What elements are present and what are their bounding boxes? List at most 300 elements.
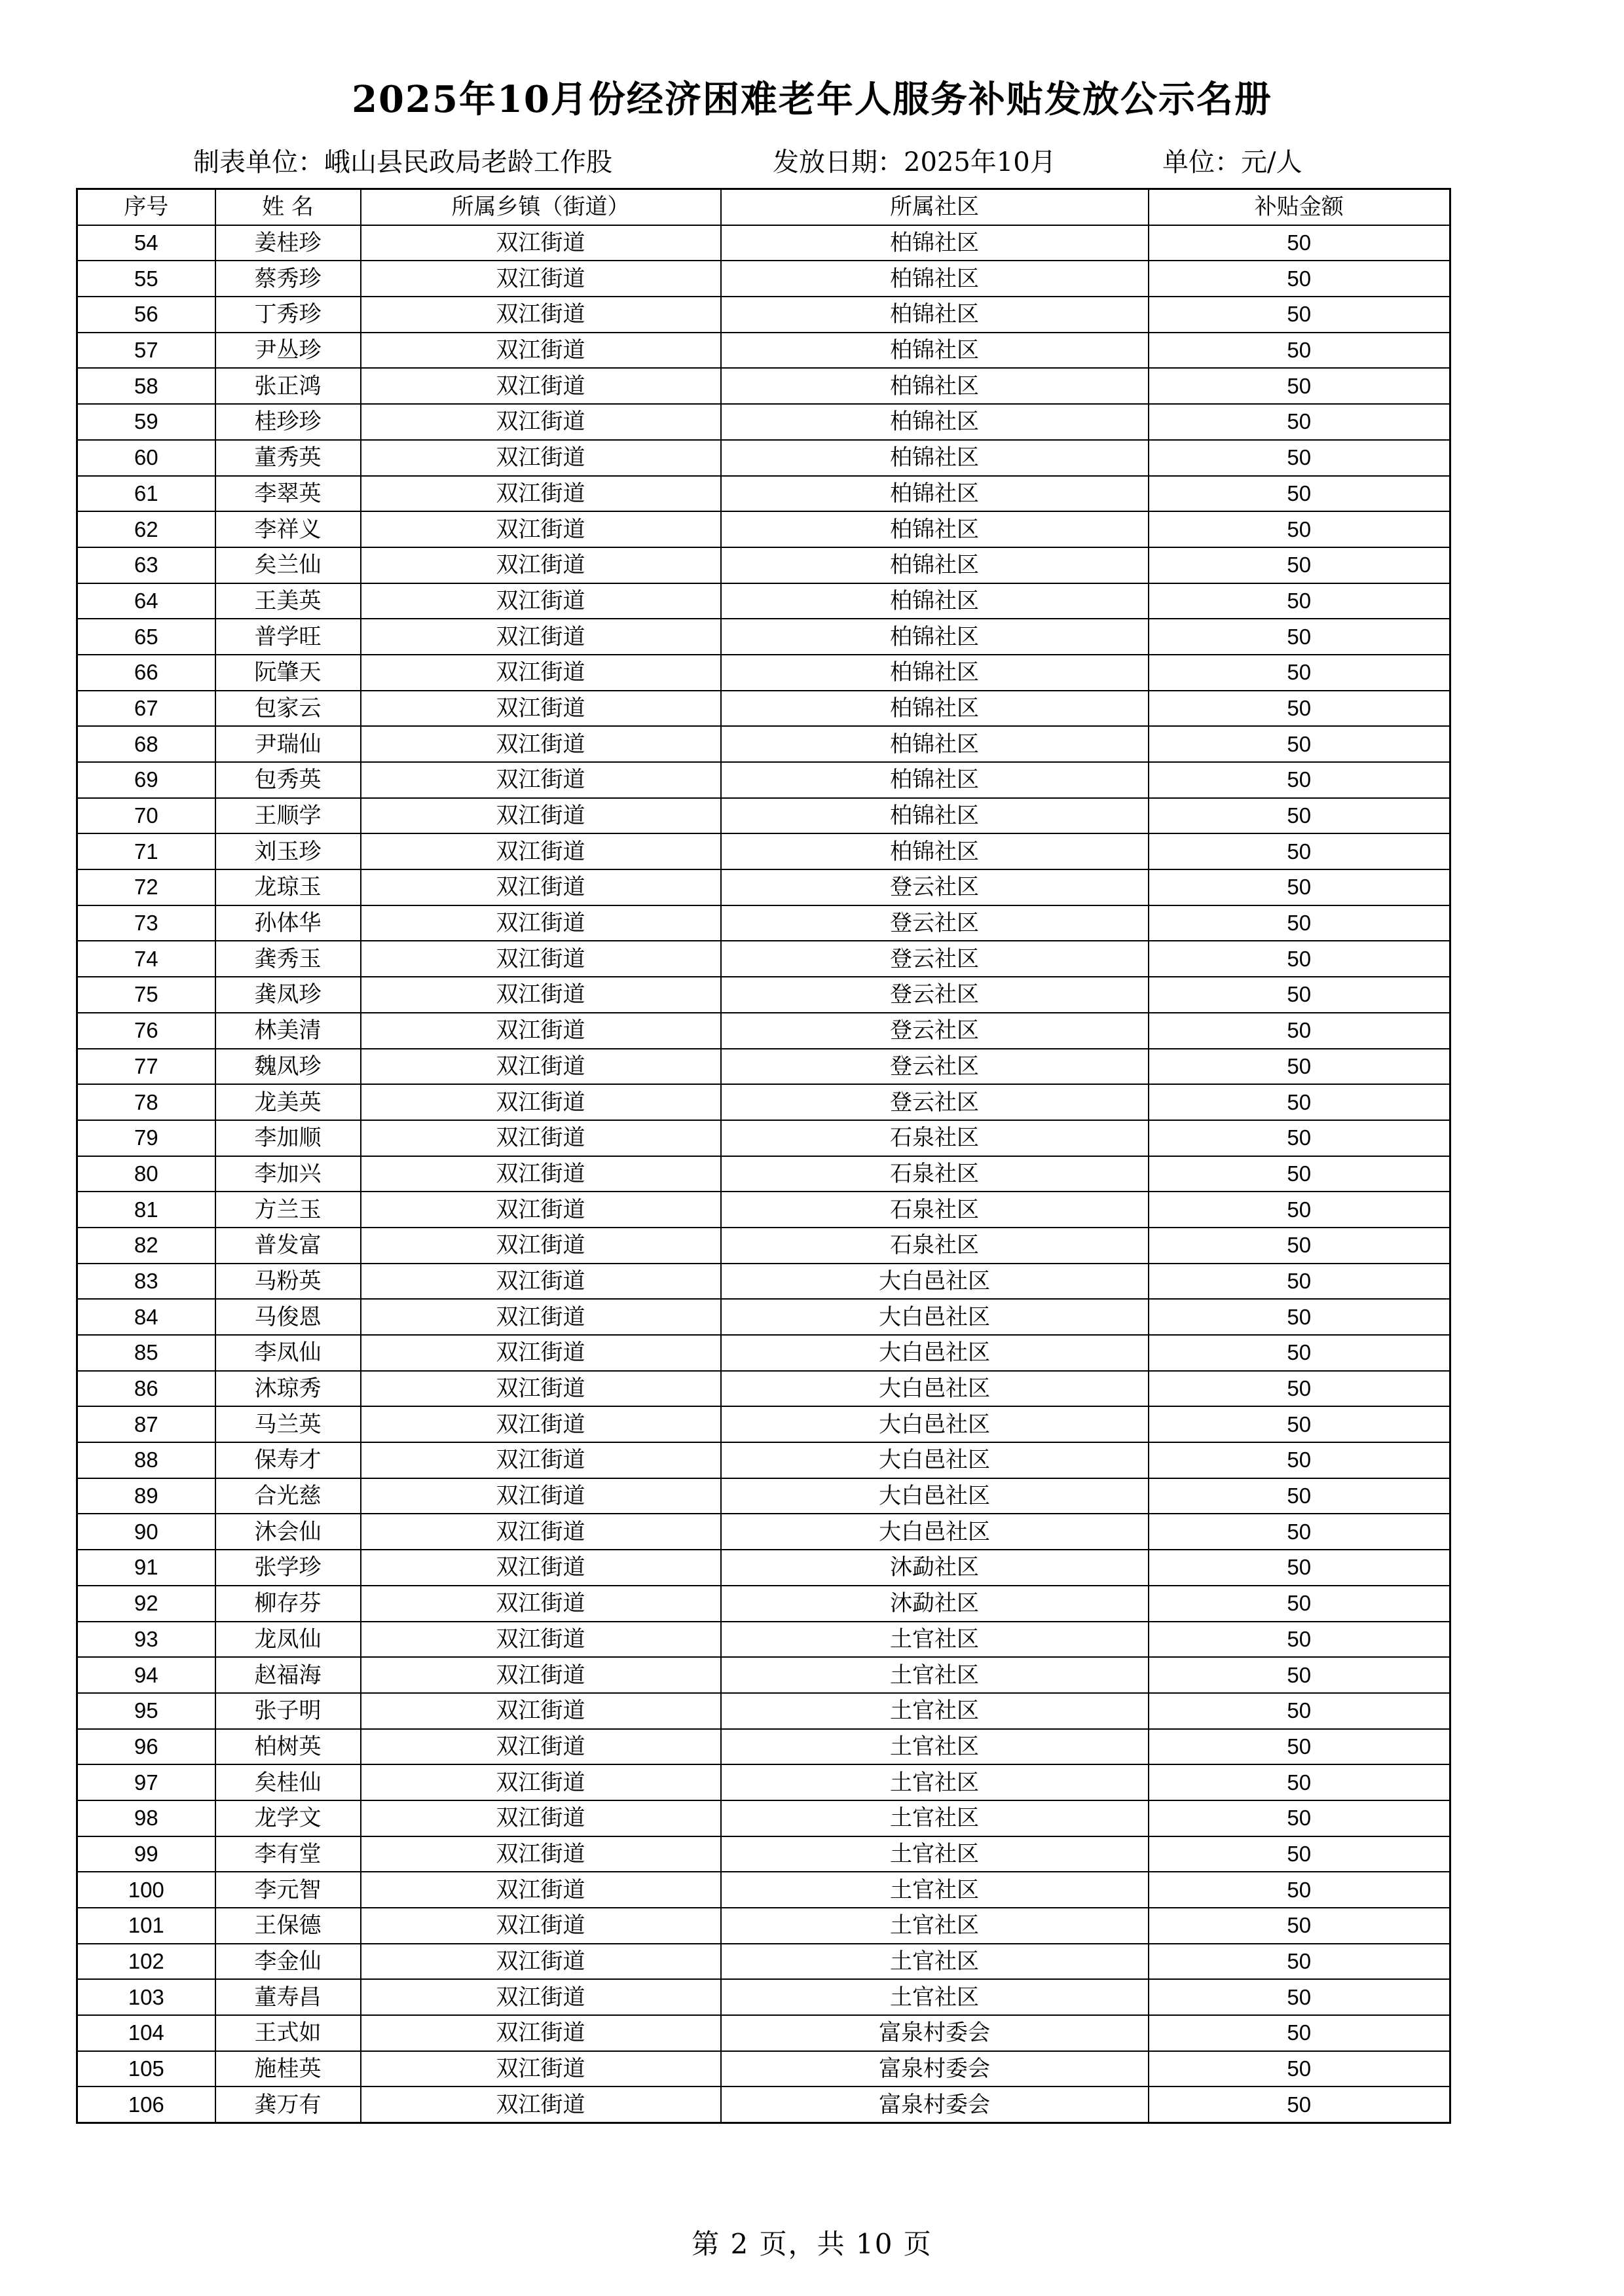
name-cell: 李凤仙 <box>215 1335 361 1371</box>
serial-cell: 83 <box>77 1264 215 1300</box>
community-cell: 柏锦社区 <box>721 368 1149 404</box>
amount-cell: 50 <box>1149 261 1450 297</box>
amount-cell: 50 <box>1149 1944 1450 1980</box>
township-cell: 双江街道 <box>361 1335 721 1371</box>
community-cell: 柏锦社区 <box>721 798 1149 834</box>
community-cell: 登云社区 <box>721 977 1149 1013</box>
serial-cell: 59 <box>77 404 215 440</box>
name-cell: 施桂英 <box>215 2051 361 2087</box>
amount-cell: 50 <box>1149 1800 1450 1836</box>
township-cell: 双江街道 <box>361 1299 721 1335</box>
serial-cell: 103 <box>77 1979 215 2015</box>
amount-cell: 50 <box>1149 2086 1450 2123</box>
community-cell: 大白邑社区 <box>721 1442 1149 1478</box>
table-body <box>77 225 1450 2123</box>
serial-cell: 87 <box>77 1406 215 1442</box>
serial-cell: 60 <box>77 440 215 476</box>
table-row <box>77 511 1450 547</box>
table-row <box>77 762 1450 798</box>
amount-cell: 50 <box>1149 905 1450 941</box>
name-cell: 孙体华 <box>215 905 361 941</box>
name-cell: 李有堂 <box>215 1836 361 1872</box>
community-cell: 土官社区 <box>721 1657 1149 1693</box>
name-cell: 包家云 <box>215 691 361 727</box>
township-cell: 双江街道 <box>361 1764 721 1800</box>
amount-cell: 50 <box>1149 225 1450 261</box>
table-row <box>77 833 1450 869</box>
serial-cell: 102 <box>77 1944 215 1980</box>
name-cell: 沐琼秀 <box>215 1371 361 1407</box>
serial-cell: 105 <box>77 2051 215 2087</box>
name-cell: 方兰玉 <box>215 1192 361 1228</box>
name-cell: 沐会仙 <box>215 1514 361 1550</box>
community-cell: 柏锦社区 <box>721 261 1149 297</box>
serial-cell: 98 <box>77 1800 215 1836</box>
serial-cell: 80 <box>77 1156 215 1192</box>
amount-cell: 50 <box>1149 1335 1450 1371</box>
name-cell: 王保德 <box>215 1908 361 1944</box>
township-cell: 双江街道 <box>361 511 721 547</box>
community-cell: 土官社区 <box>721 1908 1149 1944</box>
amount-cell: 50 <box>1149 1979 1450 2015</box>
name-cell: 桂珍珍 <box>215 404 361 440</box>
township-cell: 双江街道 <box>361 404 721 440</box>
amount-cell: 50 <box>1149 440 1450 476</box>
amount-cell: 50 <box>1149 1478 1450 1514</box>
subsidy-roster-table <box>76 188 1451 2124</box>
header-amount: 补贴金额 <box>1149 189 1450 225</box>
amount-cell: 50 <box>1149 977 1450 1013</box>
amount-cell: 50 <box>1149 368 1450 404</box>
name-cell: 姜桂珍 <box>215 225 361 261</box>
table-row <box>77 1550 1450 1586</box>
serial-cell: 75 <box>77 977 215 1013</box>
township-cell: 双江街道 <box>361 368 721 404</box>
amount-cell: 50 <box>1149 1622 1450 1658</box>
township-cell: 双江街道 <box>361 905 721 941</box>
name-cell: 保寿才 <box>215 1442 361 1478</box>
name-cell: 王顺学 <box>215 798 361 834</box>
township-cell: 双江街道 <box>361 977 721 1013</box>
serial-cell: 86 <box>77 1371 215 1407</box>
township-cell: 双江街道 <box>361 583 721 619</box>
township-cell: 双江街道 <box>361 1657 721 1693</box>
amount-cell: 50 <box>1149 762 1450 798</box>
name-cell: 尹瑞仙 <box>215 726 361 762</box>
serial-cell: 66 <box>77 655 215 691</box>
township-cell: 双江街道 <box>361 2051 721 2087</box>
amount-cell: 50 <box>1149 1586 1450 1622</box>
table-row <box>77 798 1450 834</box>
township-cell: 双江街道 <box>361 1800 721 1836</box>
name-cell: 矣桂仙 <box>215 1764 361 1800</box>
table-row <box>77 440 1450 476</box>
community-cell: 登云社区 <box>721 1049 1149 1085</box>
amount-cell: 50 <box>1149 691 1450 727</box>
name-cell: 龙凤仙 <box>215 1622 361 1658</box>
community-cell: 柏锦社区 <box>721 476 1149 512</box>
serial-cell: 78 <box>77 1084 215 1120</box>
name-cell: 龙琼玉 <box>215 869 361 905</box>
township-cell: 双江街道 <box>361 762 721 798</box>
serial-cell: 92 <box>77 1586 215 1622</box>
serial-cell: 79 <box>77 1120 215 1156</box>
township-cell: 双江街道 <box>361 691 721 727</box>
serial-cell: 74 <box>77 941 215 977</box>
township-cell: 双江街道 <box>361 1192 721 1228</box>
table-row <box>77 2051 1450 2087</box>
township-cell: 双江街道 <box>361 1156 721 1192</box>
community-cell: 沐勐社区 <box>721 1586 1149 1622</box>
table-row <box>77 941 1450 977</box>
serial-cell: 104 <box>77 2015 215 2051</box>
community-cell: 柏锦社区 <box>721 297 1149 333</box>
amount-cell: 50 <box>1149 1872 1450 1908</box>
community-cell: 富泉村委会 <box>721 2015 1149 2051</box>
serial-cell: 63 <box>77 547 215 583</box>
community-cell: 土官社区 <box>721 1979 1149 2015</box>
serial-cell: 90 <box>77 1514 215 1550</box>
table-row <box>77 1693 1450 1729</box>
serial-cell: 71 <box>77 833 215 869</box>
township-cell: 双江街道 <box>361 333 721 369</box>
amount-cell: 50 <box>1149 476 1450 512</box>
name-cell: 柳存芬 <box>215 1586 361 1622</box>
community-cell: 柏锦社区 <box>721 726 1149 762</box>
township-cell: 双江街道 <box>361 1084 721 1120</box>
serial-cell: 82 <box>77 1228 215 1264</box>
serial-cell: 72 <box>77 869 215 905</box>
name-cell: 矣兰仙 <box>215 547 361 583</box>
community-cell: 石泉社区 <box>721 1228 1149 1264</box>
serial-cell: 64 <box>77 583 215 619</box>
community-cell: 柏锦社区 <box>721 404 1149 440</box>
amount-cell: 50 <box>1149 511 1450 547</box>
township-cell: 双江街道 <box>361 1622 721 1658</box>
table-row <box>77 1120 1450 1156</box>
community-cell: 登云社区 <box>721 869 1149 905</box>
table-row <box>77 225 1450 261</box>
amount-cell: 50 <box>1149 1514 1450 1550</box>
table-row <box>77 1264 1450 1300</box>
table-row <box>77 1299 1450 1335</box>
township-cell: 双江街道 <box>361 1729 721 1765</box>
table-row <box>77 1335 1450 1371</box>
table-row <box>77 1622 1450 1658</box>
serial-cell: 77 <box>77 1049 215 1085</box>
township-cell: 双江街道 <box>361 1406 721 1442</box>
table-row <box>77 905 1450 941</box>
currency-unit: 单位：元/人 <box>1162 147 1302 177</box>
serial-cell: 94 <box>77 1657 215 1693</box>
table-row <box>77 1156 1450 1192</box>
township-cell: 双江街道 <box>361 869 721 905</box>
serial-cell: 55 <box>77 261 215 297</box>
township-cell: 双江街道 <box>361 1442 721 1478</box>
header-serial: 序号 <box>77 189 215 225</box>
township-cell: 双江街道 <box>361 833 721 869</box>
table-row <box>77 476 1450 512</box>
amount-cell: 50 <box>1149 1693 1450 1729</box>
amount-cell: 50 <box>1149 1013 1450 1049</box>
amount-cell: 50 <box>1149 1264 1450 1300</box>
serial-cell: 56 <box>77 297 215 333</box>
township-cell: 双江街道 <box>361 726 721 762</box>
community-cell: 柏锦社区 <box>721 333 1149 369</box>
name-cell: 尹丛珍 <box>215 333 361 369</box>
amount-cell: 50 <box>1149 1836 1450 1872</box>
amount-cell: 50 <box>1149 655 1450 691</box>
community-cell: 土官社区 <box>721 1693 1149 1729</box>
name-cell: 李元智 <box>215 1872 361 1908</box>
township-cell: 双江街道 <box>361 1478 721 1514</box>
serial-cell: 84 <box>77 1299 215 1335</box>
name-cell: 魏凤珍 <box>215 1049 361 1085</box>
table-row <box>77 1657 1450 1693</box>
name-cell: 张学珍 <box>215 1550 361 1586</box>
table-row <box>77 1836 1450 1872</box>
serial-cell: 57 <box>77 333 215 369</box>
township-cell: 双江街道 <box>361 225 721 261</box>
amount-cell: 50 <box>1149 2015 1450 2051</box>
amount-cell: 50 <box>1149 1371 1450 1407</box>
amount-cell: 50 <box>1149 1406 1450 1442</box>
name-cell: 柏树英 <box>215 1729 361 1765</box>
table-row <box>77 1478 1450 1514</box>
amount-cell: 50 <box>1149 547 1450 583</box>
serial-cell: 99 <box>77 1836 215 1872</box>
name-cell: 蔡秀珍 <box>215 261 361 297</box>
name-cell: 马兰英 <box>215 1406 361 1442</box>
header-community: 所属社区 <box>721 189 1149 225</box>
table-row <box>77 1013 1450 1049</box>
amount-cell: 50 <box>1149 1908 1450 1944</box>
community-cell: 土官社区 <box>721 1872 1149 1908</box>
amount-cell: 50 <box>1149 1729 1450 1765</box>
maker-unit: 制表单位：峨山县民政局老龄工作股 <box>193 147 612 177</box>
amount-cell: 50 <box>1149 1156 1450 1192</box>
name-cell: 龚万有 <box>215 2086 361 2123</box>
amount-cell: 50 <box>1149 833 1450 869</box>
township-cell: 双江街道 <box>361 1371 721 1407</box>
table-row <box>77 583 1450 619</box>
table-header-row <box>77 189 1450 225</box>
table-row <box>77 2086 1450 2123</box>
table-row <box>77 404 1450 440</box>
community-cell: 大白邑社区 <box>721 1478 1149 1514</box>
serial-cell: 85 <box>77 1335 215 1371</box>
serial-cell: 95 <box>77 1693 215 1729</box>
amount-cell: 50 <box>1149 297 1450 333</box>
community-cell: 柏锦社区 <box>721 833 1149 869</box>
name-cell: 李加顺 <box>215 1120 361 1156</box>
name-cell: 王美英 <box>215 583 361 619</box>
township-cell: 双江街道 <box>361 1228 721 1264</box>
community-cell: 土官社区 <box>721 1944 1149 1980</box>
table-row <box>77 691 1450 727</box>
table-row <box>77 2015 1450 2051</box>
page-footer: 第 2 页，共 10 页 <box>692 2228 932 2260</box>
community-cell: 石泉社区 <box>721 1156 1149 1192</box>
name-cell: 林美清 <box>215 1013 361 1049</box>
community-cell: 大白邑社区 <box>721 1335 1149 1371</box>
name-cell: 李金仙 <box>215 1944 361 1980</box>
name-cell: 马俊恩 <box>215 1299 361 1335</box>
name-cell: 张子明 <box>215 1693 361 1729</box>
serial-cell: 68 <box>77 726 215 762</box>
document-title: 2025年10月份经济困难老年人服务补贴发放公示名册 <box>352 78 1272 121</box>
name-cell: 李加兴 <box>215 1156 361 1192</box>
township-cell: 双江街道 <box>361 798 721 834</box>
serial-cell: 69 <box>77 762 215 798</box>
township-cell: 双江街道 <box>361 1514 721 1550</box>
table-row <box>77 261 1450 297</box>
township-cell: 双江街道 <box>361 1049 721 1085</box>
amount-cell: 50 <box>1149 1192 1450 1228</box>
table-row <box>77 1514 1450 1550</box>
table-row <box>77 655 1450 691</box>
township-cell: 双江街道 <box>361 297 721 333</box>
table-row <box>77 1800 1450 1836</box>
community-cell: 石泉社区 <box>721 1120 1149 1156</box>
serial-cell: 61 <box>77 476 215 512</box>
name-cell: 刘玉珍 <box>215 833 361 869</box>
community-cell: 大白邑社区 <box>721 1264 1149 1300</box>
serial-cell: 67 <box>77 691 215 727</box>
table-row <box>77 977 1450 1013</box>
table-row <box>77 1729 1450 1765</box>
amount-cell: 50 <box>1149 1657 1450 1693</box>
amount-cell: 50 <box>1149 583 1450 619</box>
table-row <box>77 1908 1450 1944</box>
amount-cell: 50 <box>1149 1299 1450 1335</box>
community-cell: 登云社区 <box>721 941 1149 977</box>
amount-cell: 50 <box>1149 1120 1450 1156</box>
table-row <box>77 869 1450 905</box>
amount-cell: 50 <box>1149 1764 1450 1800</box>
community-cell: 登云社区 <box>721 1084 1149 1120</box>
table-row <box>77 619 1450 655</box>
amount-cell: 50 <box>1149 404 1450 440</box>
table-row <box>77 1406 1450 1442</box>
community-cell: 土官社区 <box>721 1729 1149 1765</box>
community-cell: 柏锦社区 <box>721 691 1149 727</box>
serial-cell: 93 <box>77 1622 215 1658</box>
township-cell: 双江街道 <box>361 440 721 476</box>
table-row <box>77 1944 1450 1980</box>
serial-cell: 65 <box>77 619 215 655</box>
table-row <box>77 297 1450 333</box>
serial-cell: 106 <box>77 2086 215 2123</box>
township-cell: 双江街道 <box>361 1586 721 1622</box>
table-row <box>77 1084 1450 1120</box>
name-cell: 李祥义 <box>215 511 361 547</box>
name-cell: 李翠英 <box>215 476 361 512</box>
name-cell: 普发富 <box>215 1228 361 1264</box>
serial-cell: 73 <box>77 905 215 941</box>
community-cell: 大白邑社区 <box>721 1371 1149 1407</box>
header-township: 所属乡镇（街道） <box>361 189 721 225</box>
community-cell: 石泉社区 <box>721 1192 1149 1228</box>
township-cell: 双江街道 <box>361 1836 721 1872</box>
community-cell: 大白邑社区 <box>721 1299 1149 1335</box>
community-cell: 柏锦社区 <box>721 225 1149 261</box>
issue-date: 发放日期：2025年10月 <box>773 147 1056 177</box>
name-cell: 普学旺 <box>215 619 361 655</box>
township-cell: 双江街道 <box>361 476 721 512</box>
community-cell: 柏锦社区 <box>721 655 1149 691</box>
amount-cell: 50 <box>1149 726 1450 762</box>
community-cell: 柏锦社区 <box>721 619 1149 655</box>
table-row <box>77 333 1450 369</box>
serial-cell: 97 <box>77 1764 215 1800</box>
serial-cell: 54 <box>77 225 215 261</box>
table-row <box>77 1442 1450 1478</box>
table-row <box>77 1979 1450 2015</box>
community-cell: 大白邑社区 <box>721 1514 1149 1550</box>
table-row <box>77 726 1450 762</box>
name-cell: 王式如 <box>215 2015 361 2051</box>
table-row <box>77 1192 1450 1228</box>
name-cell: 董秀英 <box>215 440 361 476</box>
community-cell: 土官社区 <box>721 1800 1149 1836</box>
amount-cell: 50 <box>1149 1228 1450 1264</box>
amount-cell: 50 <box>1149 2051 1450 2087</box>
township-cell: 双江街道 <box>361 1013 721 1049</box>
name-cell: 龚凤珍 <box>215 977 361 1013</box>
serial-cell: 100 <box>77 1872 215 1908</box>
community-cell: 富泉村委会 <box>721 2051 1149 2087</box>
township-cell: 双江街道 <box>361 941 721 977</box>
township-cell: 双江街道 <box>361 1979 721 2015</box>
serial-cell: 76 <box>77 1013 215 1049</box>
name-cell: 张正鸿 <box>215 368 361 404</box>
community-cell: 柏锦社区 <box>721 511 1149 547</box>
amount-cell: 50 <box>1149 619 1450 655</box>
table-row <box>77 1872 1450 1908</box>
amount-cell: 50 <box>1149 1442 1450 1478</box>
table-row <box>77 1371 1450 1407</box>
name-cell: 阮肇天 <box>215 655 361 691</box>
serial-cell: 101 <box>77 1908 215 1944</box>
community-cell: 土官社区 <box>721 1836 1149 1872</box>
serial-cell: 70 <box>77 798 215 834</box>
community-cell: 柏锦社区 <box>721 762 1149 798</box>
serial-cell: 96 <box>77 1729 215 1765</box>
amount-cell: 50 <box>1149 1049 1450 1085</box>
name-cell: 龚秀玉 <box>215 941 361 977</box>
township-cell: 双江街道 <box>361 2086 721 2123</box>
name-cell: 董寿昌 <box>215 1979 361 2015</box>
township-cell: 双江街道 <box>361 655 721 691</box>
header-name: 姓 名 <box>215 189 361 225</box>
name-cell: 龙学文 <box>215 1800 361 1836</box>
table-row <box>77 368 1450 404</box>
community-cell: 土官社区 <box>721 1764 1149 1800</box>
serial-cell: 91 <box>77 1550 215 1586</box>
name-cell: 合光慈 <box>215 1478 361 1514</box>
community-cell: 富泉村委会 <box>721 2086 1149 2123</box>
community-cell: 土官社区 <box>721 1622 1149 1658</box>
amount-cell: 50 <box>1149 941 1450 977</box>
table-row <box>77 1049 1450 1085</box>
township-cell: 双江街道 <box>361 619 721 655</box>
township-cell: 双江街道 <box>361 1944 721 1980</box>
township-cell: 双江街道 <box>361 1120 721 1156</box>
township-cell: 双江街道 <box>361 1872 721 1908</box>
amount-cell: 50 <box>1149 1084 1450 1120</box>
township-cell: 双江街道 <box>361 1264 721 1300</box>
